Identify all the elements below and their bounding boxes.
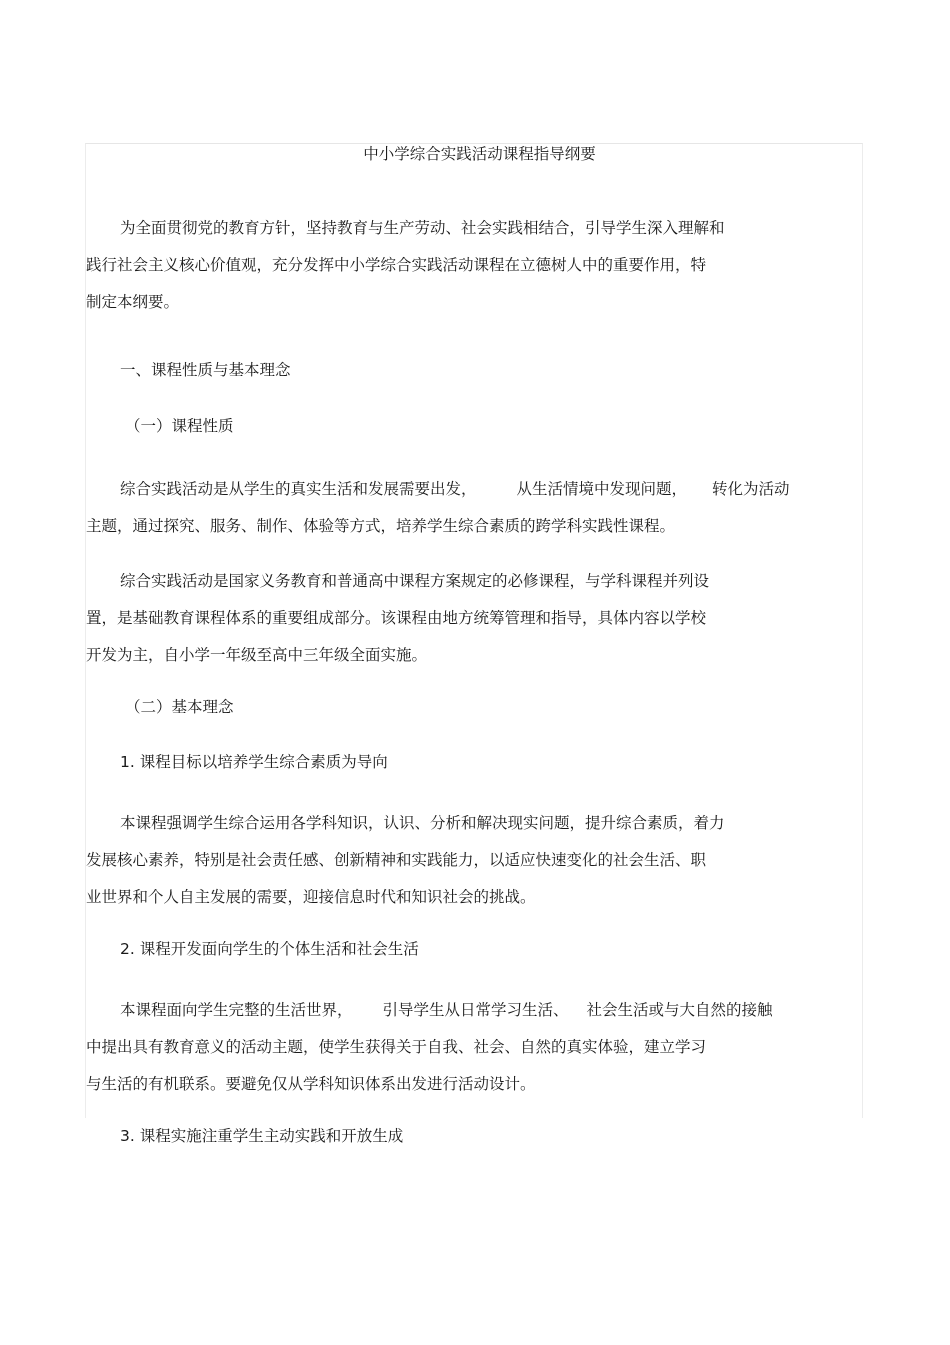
course-nature-p2-line-3: 开发为主，自小学一年级至高中三年级全面实施。 [86,646,428,664]
course-nature-p2-line-1: 综合实践活动是国家义务教育和普通高中课程方案规定的必修课程，与学科课程并列设 [120,572,710,590]
course-nature-paragraph-1 [86,471,861,545]
principle-1-line-3: 业世界和个人自主发展的需要，迎接信息时代和知识社会的挑战。 [86,888,536,906]
principle-item-2: 2. 课程开发面向学生的个体生活和社会生活 [120,940,419,958]
principle-1-line-2: 发展核心素养，特别是社会责任感、创新精神和实践能力，以适应快速变化的社会生活、职 [86,851,707,869]
intro-line-3: 制定本纲要。 [86,293,180,311]
intro-paragraph [86,210,861,321]
intro-line-2: 践行社会主义核心价值观，充分发挥中小学综合实践活动课程在立德树人中的重要作用，特 [86,256,707,274]
course-nature-line-2: 主题，通过探究、服务、制作、体验等方式，培养学生综合素质的跨学科实践性课程。 [86,517,676,535]
course-nature-line-1: 综合实践活动是从学生的真实生活和发展需要出发， 从生活情境中发现问题， 转化为活动 [120,480,790,498]
intro-line-1: 为全面贯彻党的教育方针，坚持教育与生产劳动、社会实践相结合，引导学生深入理解和 [120,219,725,237]
principle-2-line-3: 与生活的有机联系。要避免仅从学科知识体系出发进行活动设计。 [86,1075,536,1093]
course-nature-p2-line-2: 置，是基础教育课程体系的重要组成部分。该课程由地方统筹管理和指导，具体内容以学校 [86,609,707,627]
principle-1-line-1: 本课程强调学生综合运用各学科知识，认识、分析和解决现实问题，提升综合素质，着力 [120,814,725,832]
principle-2-line-2: 中提出具有教育意义的活动主题，使学生获得关于自我、社会、自然的真实体验，建立学习 [86,1038,707,1056]
document-title: 中小学综合实践活动课程指导纲要 [363,145,596,163]
subsection-heading-2: （二）基本理念 [125,698,234,716]
principle-2-line-1: 本课程面向学生完整的生活世界， 引导学生从日常学习生活、 社会生活或与大自然的接触 [120,1001,773,1019]
principle-item-1: 1. 课程目标以培养学生综合素质为导向 [120,753,388,771]
principle-item-3: 3. 课程实施注重学生主动实践和开放生成 [120,1127,404,1145]
course-nature-paragraph-2 [86,563,861,674]
principle-2-paragraph [86,992,861,1103]
principle-1-paragraph [86,805,861,916]
subsection-heading-1: （一）课程性质 [125,417,234,435]
section-heading-1: 一、课程性质与基本理念 [120,361,291,379]
document-body [86,143,861,1147]
